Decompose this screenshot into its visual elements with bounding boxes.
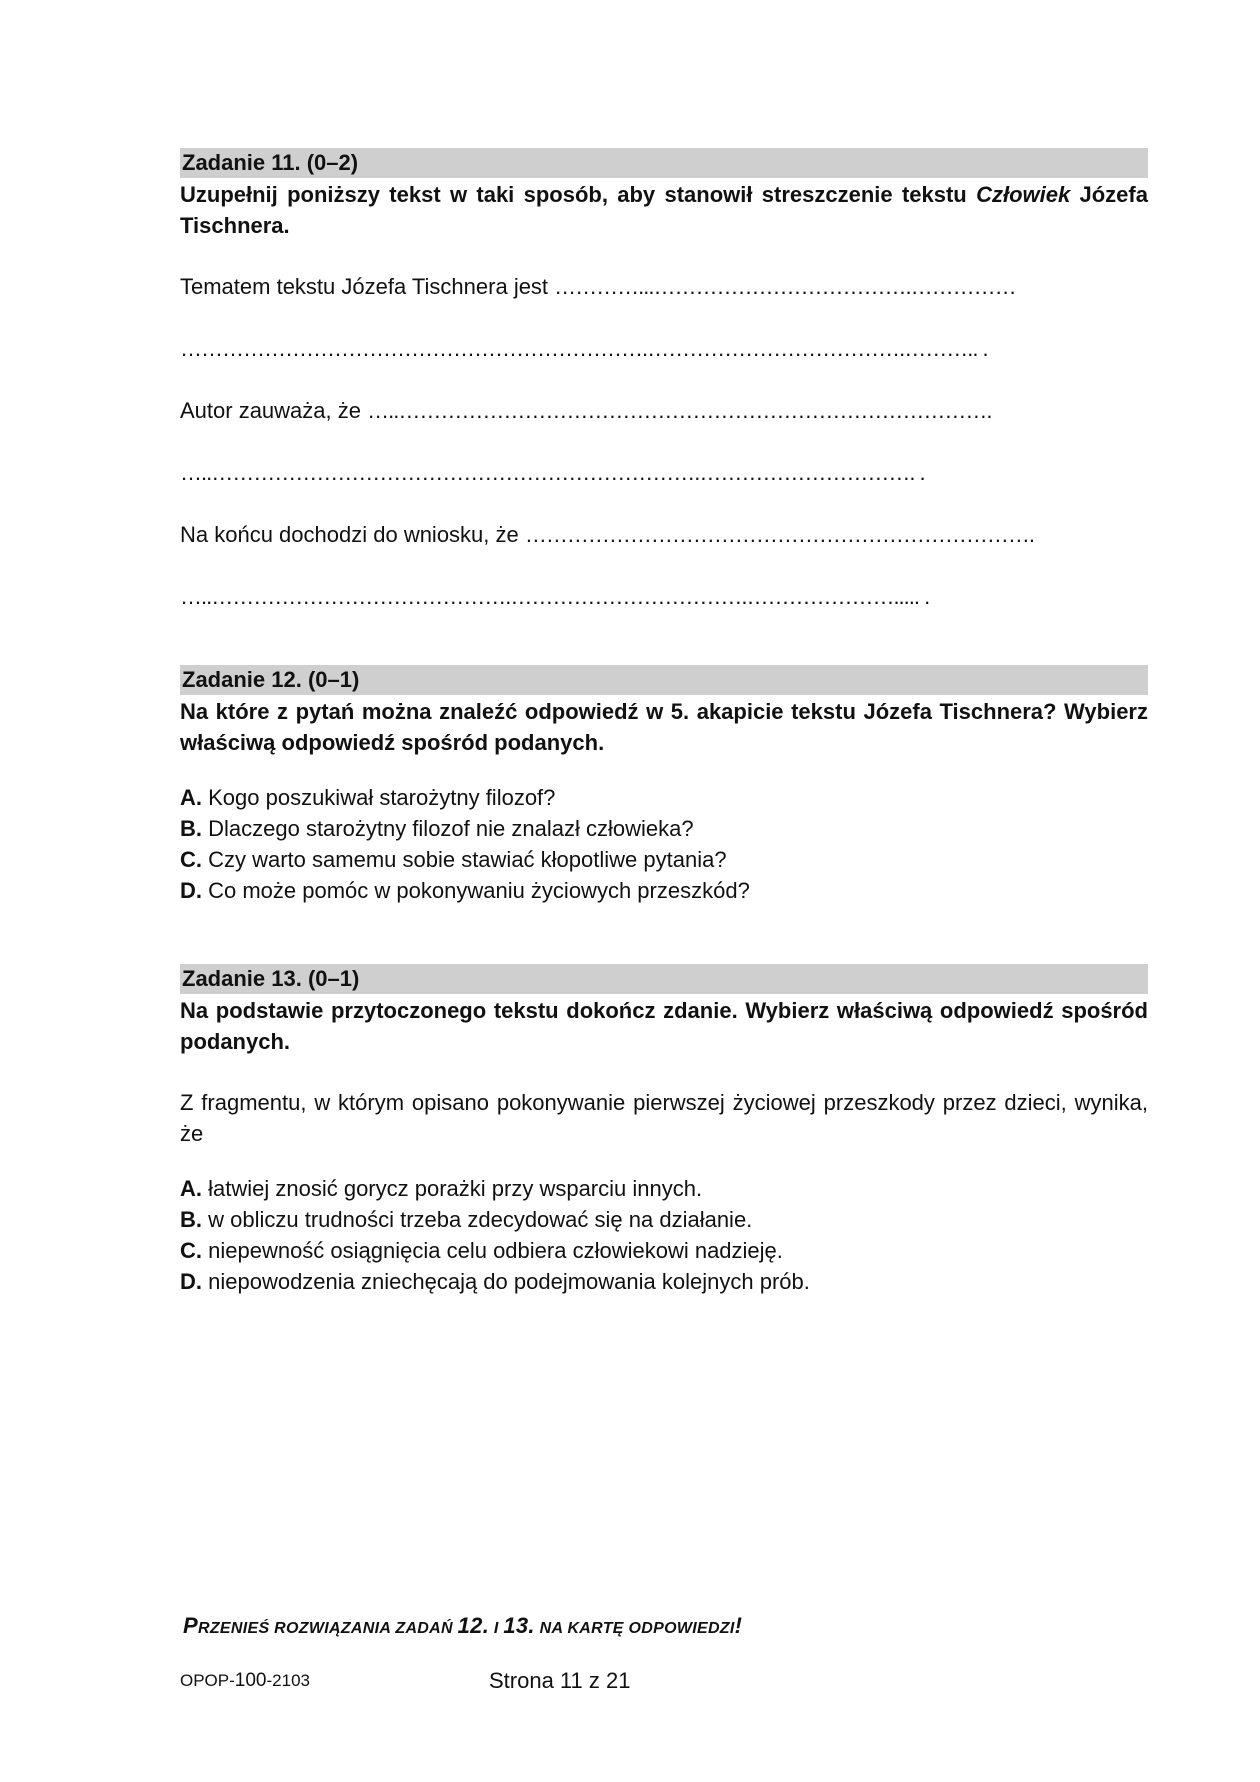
note-text: RZENIEŚ ROZWIĄZANIA ZADAŃ (197, 1620, 458, 1637)
answer-line-conclusion-cont[interactable] (180, 581, 1148, 612)
page-number: Strona 11 z 21 (489, 1668, 631, 1693)
task-13-header: Zadanie 13. (0–1) (180, 964, 1148, 994)
option-text: Co może pomóc w pokonywaniu życiowych przeszkód? (202, 878, 750, 903)
task-13-stem: Z fragmentu, w którym opisano pokonywanie pierwszej życiowej przeszkody przez dzieci, wynika, że (180, 1090, 1148, 1146)
note-exclamation: ! (734, 1613, 743, 1638)
answer-blank: …..…………………………………….…………………………….…………………..... . (180, 584, 930, 609)
note-initial: P (183, 1613, 198, 1638)
answer-blank: ………………………………………………………….……………………………….……….. . (180, 336, 988, 361)
task-12-options (180, 782, 1148, 906)
task-11-prompt-text: Uzupełnij poniższy tekst w taki sposób, aby stanowił streszczenie tekstu (180, 182, 977, 207)
option-b[interactable] (180, 813, 1148, 844)
option-letter: A. (180, 1176, 202, 1201)
option-d[interactable] (180, 1266, 1148, 1297)
exam-code (180, 1670, 310, 1692)
option-c[interactable] (180, 844, 1148, 875)
answer-line-topic[interactable] (180, 271, 1148, 302)
task-12-prompt: Na które z pytań można znaleźć odpowiedź w 5. akapicie tekstu Józefa Tischnera? Wybierz właściwą odpowiedź spośród podanych. (180, 699, 1148, 755)
option-c[interactable] (180, 1235, 1148, 1266)
answer-line-conclusion[interactable] (180, 519, 1148, 550)
exam-code-part: -2103 (266, 1671, 310, 1690)
option-a[interactable] (180, 782, 1148, 813)
option-letter: D. (180, 878, 202, 903)
note-number: 12. (457, 1613, 490, 1638)
option-letter: C. (180, 847, 202, 872)
exam-code-part: OPOP- (180, 1671, 235, 1690)
exam-code-part: 100 (234, 1670, 267, 1691)
answer-blank: ………………………………………………………………. (524, 522, 1034, 547)
option-text: Dlaczego starożytny filozof nie znalazł człowieka? (202, 816, 694, 841)
answer-line-conclusion-label: Na końcu dochodzi do wniosku, że (180, 522, 525, 547)
answer-blank: …..…………………………………………………………….…………………………. . (180, 460, 925, 485)
answer-blank: …………...……………………………….…………… (554, 274, 1016, 299)
option-text: Kogo poszukiwał starożytny filozof? (202, 785, 556, 810)
task-11-prompt (180, 179, 1148, 241)
option-text: Czy warto samemu sobie stawiać kłopotliwe pytania? (202, 847, 727, 872)
option-letter: A. (180, 785, 202, 810)
answer-line-observation-label: Autor zauważa, że (180, 398, 368, 423)
exam-page (180, 148, 1148, 1297)
task-11-prompt-author: Józefa Tischnera. (180, 182, 1148, 238)
task-13-options (180, 1173, 1148, 1297)
option-text: w obliczu trudności trzeba zdecydować się na działanie. (202, 1207, 753, 1232)
option-text: niepowodzenia zniechęcają do podejmowania kolejnych prób. (202, 1269, 810, 1294)
option-text: łatwiej znosić gorycz porażki przy wsparciu innych. (202, 1176, 703, 1201)
answer-line-topic-cont[interactable] (180, 333, 1148, 364)
option-a[interactable] (180, 1173, 1148, 1204)
option-text: niepewność osiągnięcia celu odbiera człowiekowi nadzieję. (202, 1238, 783, 1263)
note-text: I (489, 1620, 504, 1637)
option-d[interactable] (180, 875, 1148, 906)
task-13-prompt: Na podstawie przytoczonego tekstu dokończ zdanie. Wybierz właściwą odpowiedź spośród podanych. (180, 998, 1148, 1054)
option-b[interactable] (180, 1204, 1148, 1235)
task-11-header: Zadanie 11. (0–2) (180, 148, 1148, 178)
answer-line-topic-label: Tematem tekstu Józefa Tischnera jest (180, 274, 555, 299)
task-12-header: Zadanie 12. (0–1) (180, 665, 1148, 695)
option-letter: C. (180, 1238, 202, 1263)
note-number: 13. (503, 1613, 535, 1638)
option-letter: B. (180, 1207, 202, 1232)
option-letter: D. (180, 1269, 202, 1294)
answer-line-observation[interactable] (180, 395, 1148, 426)
transfer-answers-note (183, 1613, 742, 1639)
answer-line-observation-cont[interactable] (180, 457, 1148, 488)
option-letter: B. (180, 816, 202, 841)
task-11-prompt-title: Człowiek (976, 182, 1071, 207)
answer-blank: …..…………………………………………………………………………. (367, 398, 992, 423)
note-text: NA KARTĘ ODPOWIEDZI (534, 1620, 735, 1637)
